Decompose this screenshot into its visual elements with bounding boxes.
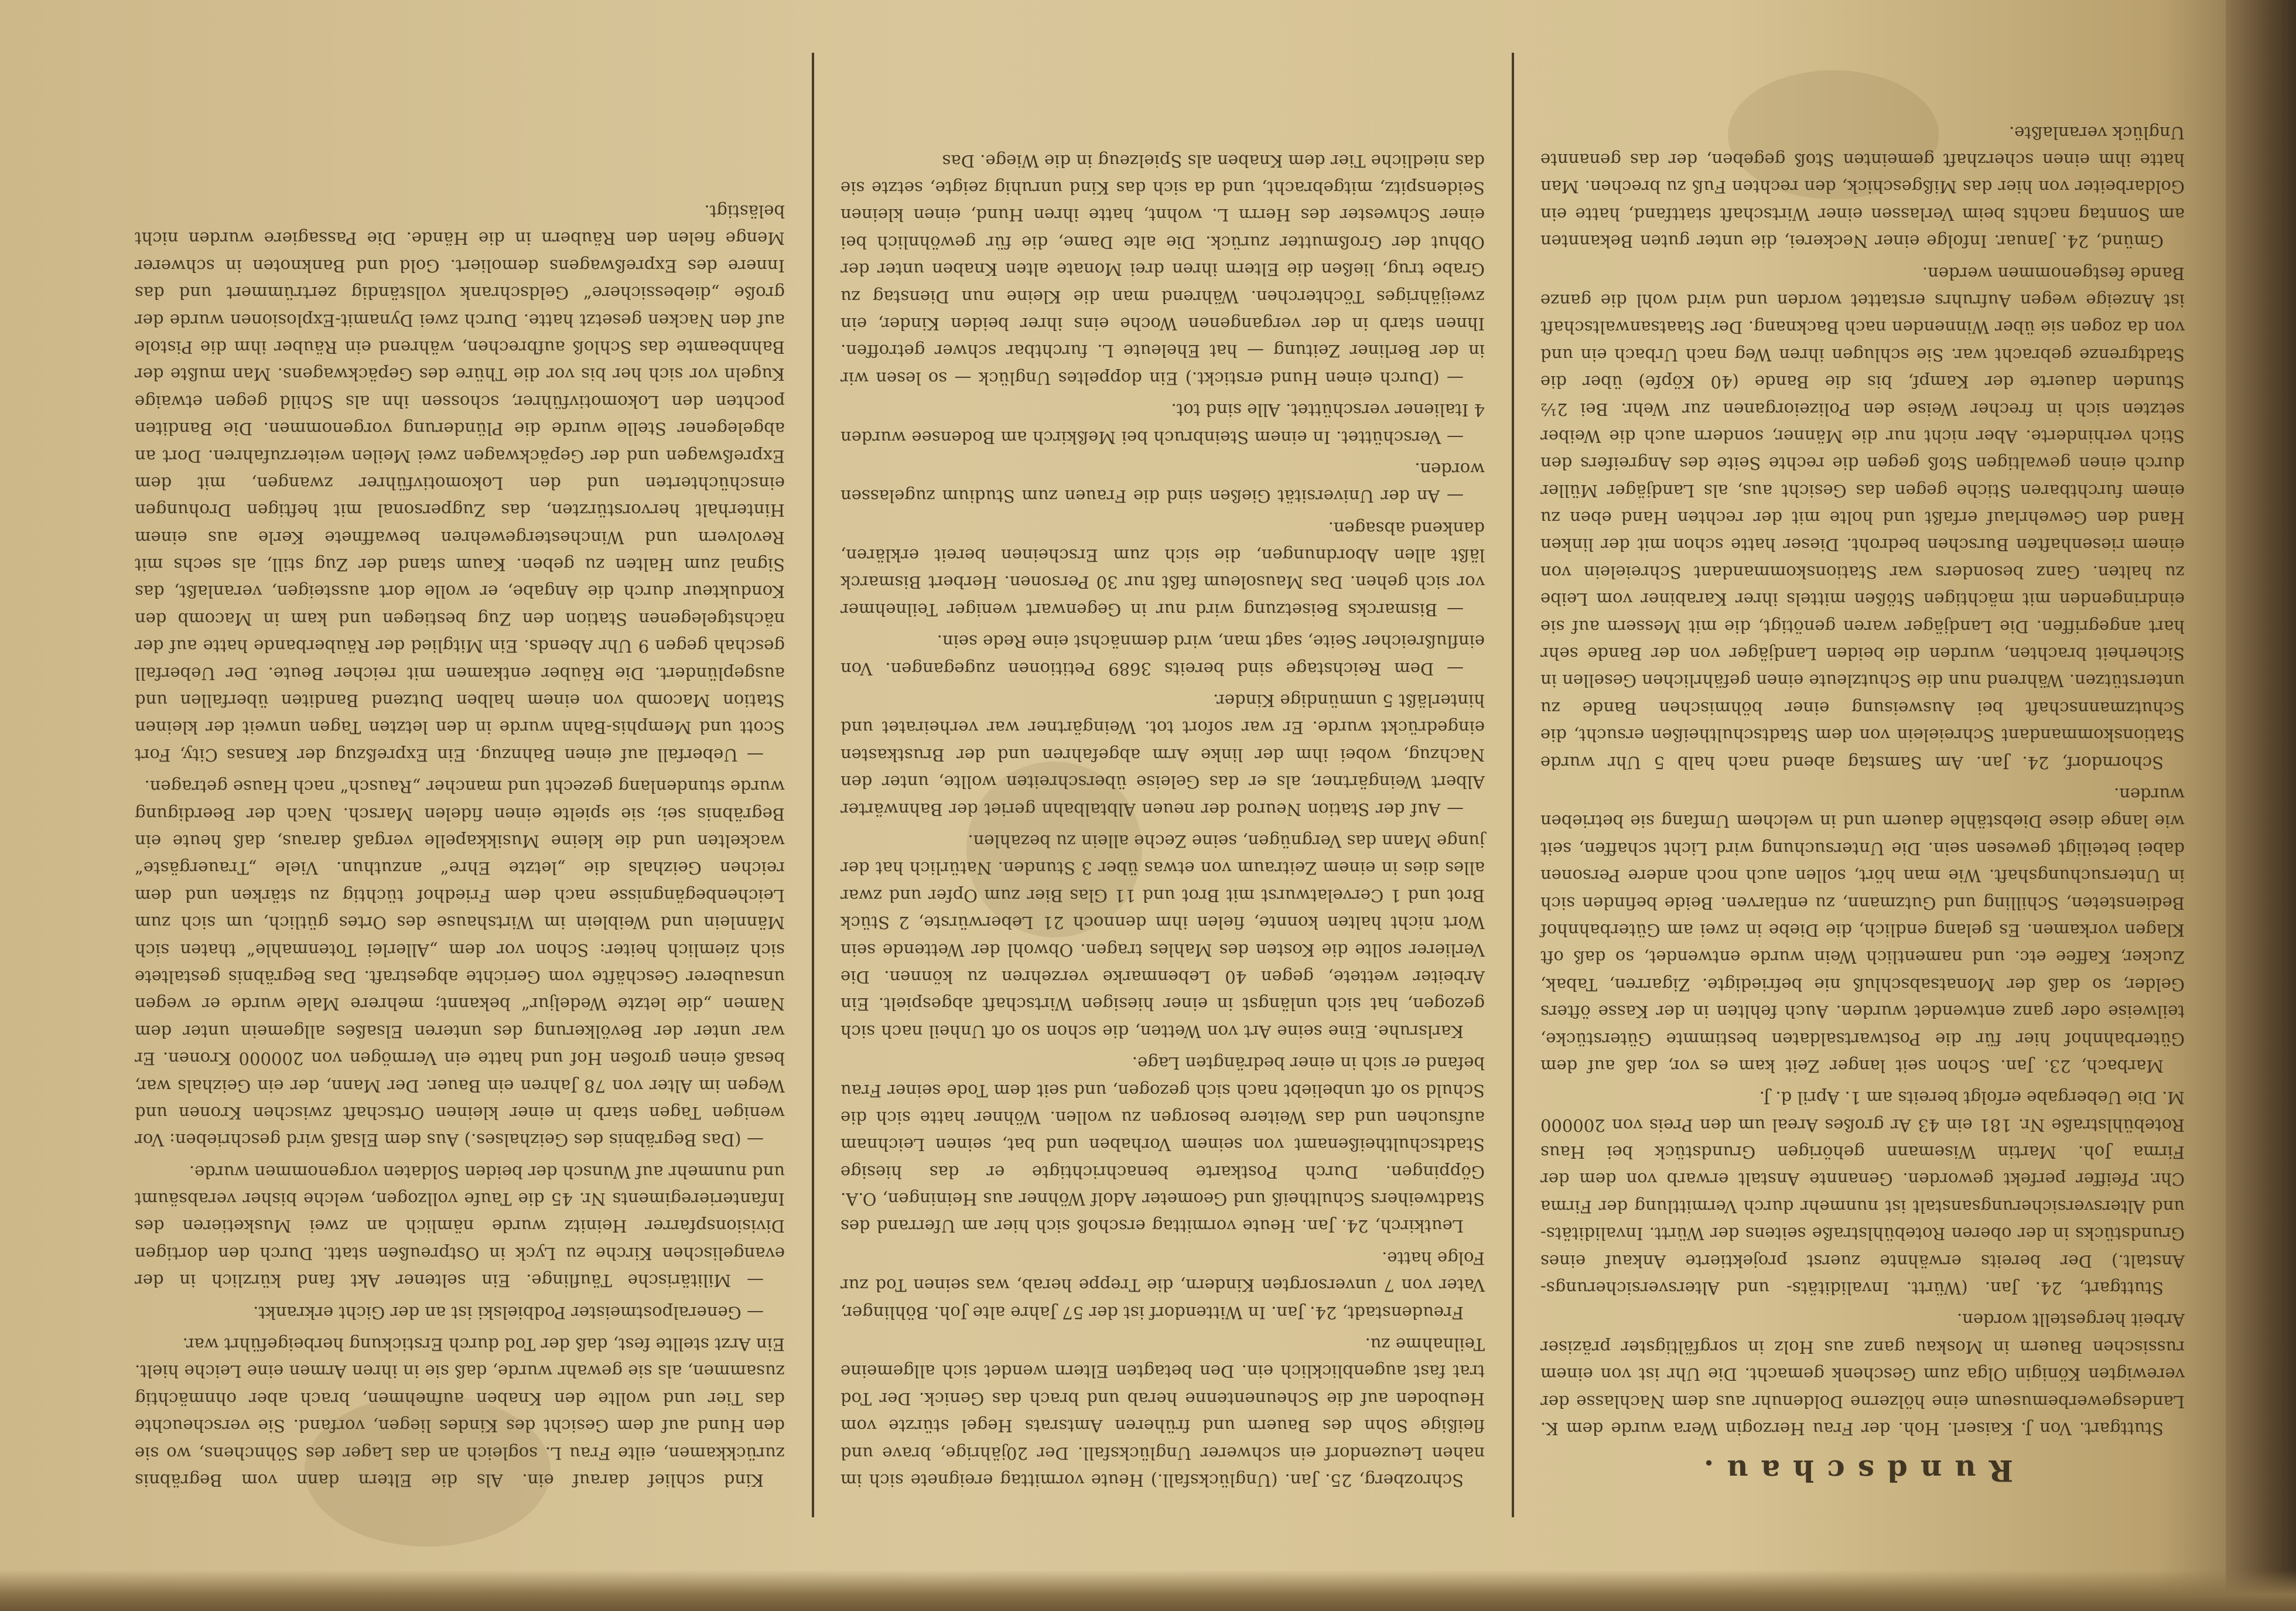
- column-rule: [812, 53, 814, 1517]
- news-column-1: [1523, 41, 2202, 1529]
- news-paragraph: — Verschüttet. In einem Steinbruch bei Meßkirch am Bodensee wurden 4 Italiener verschüttet. Alle sind tot.: [840, 400, 1485, 448]
- news-paragraph: Schorndorf, 24. Jan. Am Samstag abend nach halb 5 Uhr wurde Stationskommandant Schreielein von dem Stadtschultheißen ersucht, die Schutzmannschaft bei Ausweisung einer böhmischen Bande zu unterstützen. Während nun die Schutzleute einen gefährlichen Gesellen in Sicherheit brachten, wurden die beiden Landjäger von der Bande sehr hart angegriffen. Die Landjäger waren genötigt, die mit Messern auf sie eindringenden mit mächtigen Stößen mittels ihrer Karabiner vom Leibe zu halten. Ganz besonders war Stationskommandant Schreielein von einem riesenhaften Burschen bedroht. Dieser hatte schon mit der linken Hand den Gewehrlauf erfaßt und holte mit der rechten Hand eben zu einem furchtbaren Stiche gegen das Gesicht aus, als Landjäger Müller durch einen gewaltigen Stoß gegen die rechte Seite des Angreifers den Stich verhinderte. Aber nicht nur die Männer, sondern auch die Weiber setzten sich in frecher Weise den Polizeiorganen zur Wehr. Bei 2½ Stunden dauerte der Kampf, bis die Bande (40 Köpfe) über die Stadtgrenze gebracht war. Sie schlugen ihren Weg nach Urbach ein und von da zogen sie über Winnenden nach Backnang. Der Staatsanwaltschaft ist Anzeige wegen Aufruhrs erstattet worden und wird wohl die ganze Bande festgenommen werden.: [1540, 263, 2185, 773]
- column-rule: [1512, 53, 1514, 1517]
- news-column-2: [823, 41, 1502, 1529]
- news-paragraph: Gmünd, 24. Januar. Infolge einer Neckerei, die unter guten Bekannten am Sonntag nachts beim Verlassen einer Wirtschaft stattfand, hatte ein Goldarbeiter von hier das Mißgeschick, den rechten Fuß zu brechen. Man hatte ihm einen scherzhaft gemeinten Stoß gegeben, der das genannte Unglück veranlaßte.: [1540, 122, 2185, 252]
- news-paragraph: Freudenstadt, 24. Jan. In Wittendorf ist der 57 Jahre alte Joh. Böhlinger, Vater von 7 unversorgten Kindern, die Treppe herab, was seinen Tod zur Folge hatte.: [840, 1248, 1485, 1323]
- newspaper-page: [117, 41, 2202, 1529]
- news-paragraph: — Ueberfall auf einen Bahnzug. Ein Expreßzug der Kansas City, Fort Scott und Memphis-Bahn wurde in den letzten Tagen unweit der kleinen Station Macomb von einem halben Dutzend Banditen überfallen und ausgeplündert. Die Räuber entkamen mit reicher Beute. Der Ueberfall geschah gegen 9 Uhr Abends. Ein Mitglied der Räuberbande hatte auf der nächstgelegenen Station den Zug bestiegen und kam in Macomb den Kondukteur durch die Angabe, er wolle dort aussteigen, veranlaßt, das Signal zum Halten zu geben. Kaum stand der Zug still, als sechs mit Revolvern und Winchestergewehren bewaffnete Kerle aus einem Hinterhalt hervorstürzten, das Zugpersonal mit heftigen Drohungen einschüchterten und den Lokomotivführer zwangen, mit dem Expreßwagen und der Gepäckwagen zwei Meilen weiterzufahren. Dort an abgelegener Stelle wurde die Plünderung vorgenommen. Die Banditen pochten den Lokomotivführer, schossen ihn als Schild gegen etwaige Kugeln vor sich her bis vor die Thüre des Gepäckwagens. Man mußte der Bahnbeamte das Schloß aufbrechen, während ein Räuber ihm die Pistole auf den Nacken gesetzt hatte. Durch zwei Dynamit-Explosionen wurde der große „diebessichere“ Geldschrank vollständig zertrümmert und das Innere des Expreßwagens demoliert. Gold und Banknoten in schwerer Menge fielen den Räubern in die Hände. Die Passagiere wurden nicht belästigt.: [135, 202, 785, 765]
- news-paragraph: — Auf der Station Neurod der neuen Albtalbahn geriet der Bahnwärter Albert Weingärtner, als er das Geleise überschreiten wollte, unter den Nachzug, wobei ihm der linke Arm abgefahren und der Brustkasten eingedrückt wurde. Er war sofort tot. Weingärtner war verheiratet und hinterläßt 5 unmündige Kinder.: [840, 691, 1485, 820]
- news-paragraph: — (Durch einen Hund erstickt.) Ein doppeltes Unglück — so lesen wir in der Berliner Zeitung — hat Eheleute L. furchtbar schwer getroffen. Ihnen starb in der vergangenen Woche eins ihrer beiden Kinder, ein zweijähriges Töchterchen. Während man die Kleine nun Dienstag zu Grabe trug, ließen die Eltern ihren drei Monate alten Knaben unter der Obhut der Großmutter zurück. Die alte Dame, die für gewöhnlich bei einer Schwester des Herrn L. wohnt, hatte ihren Hund, einen kleinen Seidenspitz, mitgebracht, und da sich das Kind unruhig zeigte, setzte sie das niedliche Tier dem Knaben als Spielzeug in die Wiege. Das: [840, 151, 1485, 388]
- news-paragraph: Kind schlief darauf ein. Als die Eltern dann vom Begräbnis zurückkamen, eilte Frau L. sogleich an das Lager des Söhnchens, wo sie den Hund auf dem Gesicht des Kindes liegen, vorfand. Sie verscheuchte das Tier und wollte den Knaben aufnehmen, brach aber ohnmächtig zusammen, als sie gewahr wurde, daß sie in ihren Armen eine Leiche hielt. Ein Arzt stellte fest, daß der Tod durch Erstickung herbeigeführt war.: [135, 1334, 785, 1490]
- news-paragraph: — An der Universität Gießen sind die Frauen zum Studium zugelassen worden.: [840, 459, 1485, 507]
- news-paragraph: Marbach, 23. Jan. Schon seit langer Zeit kam es vor, daß auf dem Güterbahnhof hier für die Postwartsaldaten bestimmte Güterstücke, teilweise oder ganz entwendet wurden. Auch fehlten in der Kasse öfters Gelder, so daß der Monatsabschluß nie befriedigte. Zigarren, Tabak, Zucker, Kaffee etc. und namentlich Wein wurde entwendet, so daß oft Klagen vorkamen. Es gelang endlich, die Diebe in zwei am Güterbahnhof Bediensteten, Schilling und Gutzmann, zu entlarven. Beide befinden sich in Untersuchungshaft. Wie man hört, sollen auch noch andere Personen dabei beteiligt gewesen sein. Die Untersuchung wird Licht schaffen, seit wie lange diese Diebstähle dauern und in welchem Umfang sie betrieben wurden.: [1540, 784, 2185, 1076]
- news-paragraph: — (Das Begräbnis des Geizhalses.) Aus dem Elsaß wird geschrieben: Vor wenigen Tagen starb in einer kleinen Ortschaft zwischen Kronen und Wegen im Alter von 78 Jahren ein Bauer. Der Mann, der ein Geizhals war, besaß einen großen Hof und hatte ein Vermögen von 200000 Kronen. Er war unter der Bevölkerung des unteren Elsaßes allgemein unter dem Namen „die letzte Wedeljur“ bekannt; mehrere Male wurde er wegen unsauberer Geschäfte vom Gerichte abgestraft. Das Begräbnis gestaltete sich ziemlich heiter: Schon vor dem „Allerlei Totenmahle“ thaten sich Männlein und Weiblein im Wirtshause des Ortes gütlich, um sich zum Leichenbegängnisse nach dem Friedhof tüchtig zu stärken und dem reichen Geizhals die „letzte Ehre“ anzuthun. Viele „Trauergäste“ wackelten und die kleine Musikkapelle vergaß daraus, daß heute ein Begräbnis sei; sie spielte einen fidelen Marsch. Nach der Beerdigung wurde stundenlang gezecht und mancher „Rausch“ nach Hause getragen.: [135, 777, 785, 1151]
- news-paragraph: Schrozberg, 25. Jan. (Unglücksfall.) Heute vormittag ereignete sich im nahen Leuzendorf ein schwerer Unglücksfall. Der 20jährige, brave und fleißige Sohn des Bauern und früheren Amtsrats Hegel stürzte vom Heuboden auf die Scheunentenne herab und brach das Genick. Der Tod trat fast augenblicklich ein. Den betagten Eltern wendet sich allgemeine Teilnahme zu.: [840, 1334, 1485, 1490]
- news-paragraph: — Dem Reichstage sind bereits 3689 Petitionen zugegangen. Von einflußreicher Seite, sagt man, wird demnächst eine Rede sein.: [840, 632, 1485, 679]
- book-binding: [2226, 0, 2296, 1611]
- news-paragraph: Leutkirch, 24. Jan. Heute vormittag erschoß sich hier am Uferrand des Stadtweihers Schultheiß und Geometer Adolf Wöhner aus Heiningen, O.A. Göppingen. Durch Postkarte benachrichtigte er das hiesige Stadtschultheißenamt von seinem Vorhaben und bat, seinen Leichnam aufsuchen und das Weitere besorgen zu wollen. Wöhner hatte sich die Schuld so oft unbeliebt nach sich gezogen, und seit dem Tode seiner Frau befand er sich in einer bedrängten Lage.: [840, 1053, 1485, 1237]
- news-paragraph: — Bismarcks Beisetzung wird nur in Gegenwart weniger Teilnehmer vor sich gehen. Das Mausoleum faßt nur 30 Personen. Herbert Bismarck läßt allen Abordnungen, die sich zum Erscheinen bereit erklären, dankend absagen.: [840, 518, 1485, 620]
- news-paragraph: — Generalpostmeister Podbielski ist an der Gicht erkrankt.: [253, 1302, 764, 1323]
- section-heading: Rundschau.: [1690, 1453, 2014, 1488]
- news-column-3: [117, 41, 802, 1529]
- news-paragraph: — Militärische Täuflinge. Ein seltener Akt fand kürzlich in der evangelischen Kirche zu Lyck in Ostpreußen statt. Durch den dortigen Divisionspfarrer Heinitz wurde nämlich an zwei Musketieren des Infanterieregiments Nr. 45 die Taufe vollzogen, welche bisher verabsäumt und nunmehr auf Wunsch der beiden Soldaten vorgenommen wurde.: [135, 1162, 785, 1291]
- news-paragraph: Stuttgart, 24. Jan. (Württ. Invaliditäts- und Altersversicherungs-Anstalt.) Der bereits erwähnte zuerst projektierte Ankauf eines Grundstücks in der oberen Rotebühlstraße seitens der Württ. Invaliditäts- und Altersversicherungsanstalt ist nunmehr durch Vermittlung der Firma Chr. Pfeiffer perfekt geworden. Genannte Anstalt erwarb von dem der Firma Joh. Martin Wisemann gehörigen Grundstück bei Haus Rotebühlstraße Nr. 181 ein 43 Ar großes Areal um den Preis von 200000 M. Die Uebergabe erfolgt bereits am 1. April d. J.: [1540, 1088, 2185, 1299]
- news-paragraph: Karlsruhe. Eine seine Art von Wetten, die schon so oft Unheil nach sich gezogen, hat sich unlängst in einer hiesigen Wirtschaft abgespielt. Ein Arbeiter wettete, gegen 40 Lebenmarke verzehren zu können. Die Verlierer sollte die Kosten des Mahles tragen. Obwohl der Wettende sein Wort nicht halten konnte, fielen ihm dennoch 21 Leberwürste, 2 Stück Brot und 1 Cervelatwurst mit Brot und 11 Glas Bier zum Opfer und zwar alles dies in einem Zeitraum von etwas über 3 Stunden. Natürlich hat der junge Mann das Vergnügen, seine Zeche allein zu bezahlen.: [840, 831, 1485, 1042]
- page-edge: [0, 1570, 2296, 1611]
- news-paragraph: Stuttgart. Von J. Kaiserl. Hoh. der Frau Herzogin Wera wurde dem K. Landesgewerbemuseum eine hölzerne Doldenuhr aus dem Nachlasse der verewigten Königin Olga zum Geschenk gemacht. Die Uhr ist von einem russischen Bauern in Moskau ganz aus Holz in sorgfältigster präziser Arbeit hergestellt worden.: [1540, 1310, 2185, 1439]
